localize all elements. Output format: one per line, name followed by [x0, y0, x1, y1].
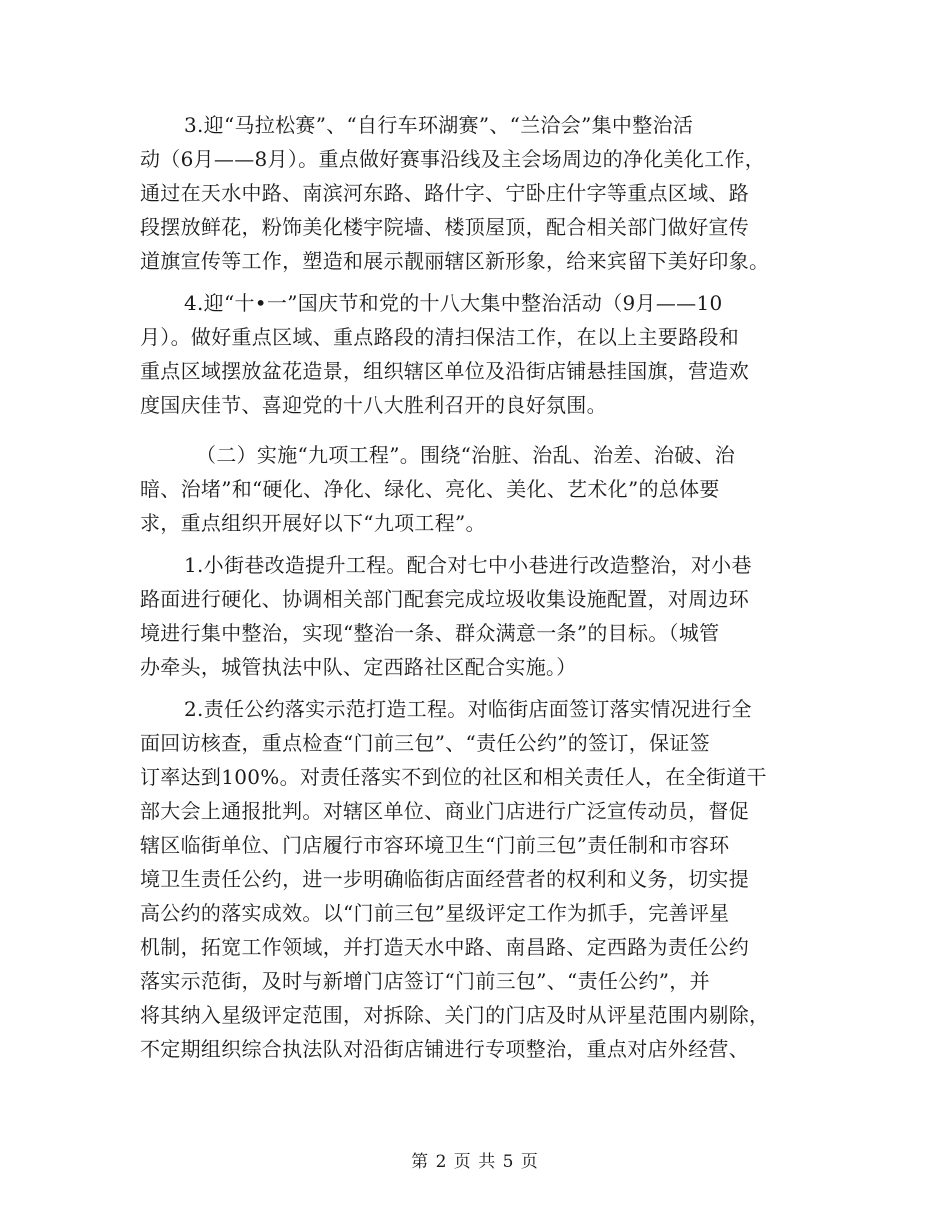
text-line: 2.责任公约落实示范打造工程。对临街店面签订落实情况进行全	[184, 697, 752, 721]
text-line: 段摆放鲜花，粉饰美化楼宇院墙、楼顶屋顶，配合相关部门做好宣传	[140, 215, 749, 239]
text-line: 境进行集中整治，实现“整治一条、群众满意一条”的目标。（城管	[140, 621, 720, 645]
text-line: 度国庆佳节、喜迎党的十八大胜利召开的良好氛围。	[140, 393, 607, 417]
document-body	[140, 108, 805, 1074]
page-number-footer: 第 2 页 共 5 页	[411, 1152, 539, 1172]
text-line: 机制，拓宽工作领域，并打造天水中路、南昌路、定西路为责任公约	[140, 935, 749, 959]
text-line: 重点区域摆放盆花造景，组织辖区单位及沿街店铺悬挂国旗，营造欢	[140, 359, 749, 383]
section-heading-line: （二）实施“九项工程”。围绕“治脏、治乱、治差、治破、治	[196, 443, 736, 467]
text-line: 将其纳入星级评定范围，对拆除、关门的门店及时从评星范围内剔除，	[140, 1003, 770, 1027]
paragraph-responsibility-pledge	[140, 692, 805, 1066]
text-line: 路面进行硬化、协调相关部门配套完成垃圾收集设施配置，对周边环	[140, 587, 749, 611]
text-line: 高公约的落实成效。以“门前三包”星级评定工作为抓手，完善评星	[140, 901, 730, 925]
paragraph-nine-projects-heading	[140, 438, 805, 540]
text-line: 暗、治堵”和“硬化、净化、绿化、亮化、美化、艺术化”的总体要	[140, 477, 720, 501]
text-line: 4.迎“十•一”国庆节和党的十八大集中整治活动（9月——10	[184, 291, 723, 315]
paragraph-national-day-campaign	[140, 286, 805, 422]
paragraph-marathon-campaign	[140, 108, 805, 278]
text-line: 月）。做好重点区域、重点路段的清扫保洁工作，在以上主要路段和	[140, 325, 739, 349]
paragraph-alley-renovation	[140, 548, 805, 684]
text-line: 动（6月——8月）。重点做好赛事沿线及主会场周边的净化美化工作，	[140, 147, 766, 171]
text-line: 道旗宣传等工作，塑造和展示靓丽辖区新形象，给来宾留下美好印象。	[140, 249, 770, 273]
text-line: 通过在天水中路、南滨河东路、路什字、宁卧庄什字等重点区域、路	[140, 181, 749, 205]
text-line: 不定期组织综合执法队对沿街店铺进行专项整治，重点对店外经营、	[140, 1037, 749, 1061]
text-line: 辖区临街单位、门店履行市容环境卫生“门前三包”责任制和市容环	[140, 833, 730, 857]
text-line: 订率达到100%。对责任落实不到位的社区和相关责任人，在全街道干	[140, 765, 767, 789]
text-line: 部大会上通报批判。对辖区单位、商业门店进行广泛宣传动员，督促	[140, 799, 749, 823]
text-line: 办牵头，城管执法中队、定西路社区配合实施。）	[140, 655, 577, 679]
text-line: 求，重点组织开展好以下“九项工程”。	[140, 511, 486, 535]
text-line: 落实示范街，及时与新增门店签订“门前三包”、“责任公约”，并	[140, 969, 710, 993]
text-line: 1.小街巷改造提升工程。配合对七中小巷进行改造整治，对小巷	[184, 553, 752, 577]
paragraph-spacer	[140, 430, 805, 438]
text-line: 面回访核查，重点检查“门前三包”、“责任公约”的签订，保证签	[140, 731, 710, 755]
text-line: 境卫生责任公约，进一步明确临街店面经营者的权利和义务，切实提	[140, 867, 749, 891]
text-line: 3.迎“马拉松赛”、“自行车环湖赛”、“兰洽会”集中整治活	[184, 113, 694, 137]
